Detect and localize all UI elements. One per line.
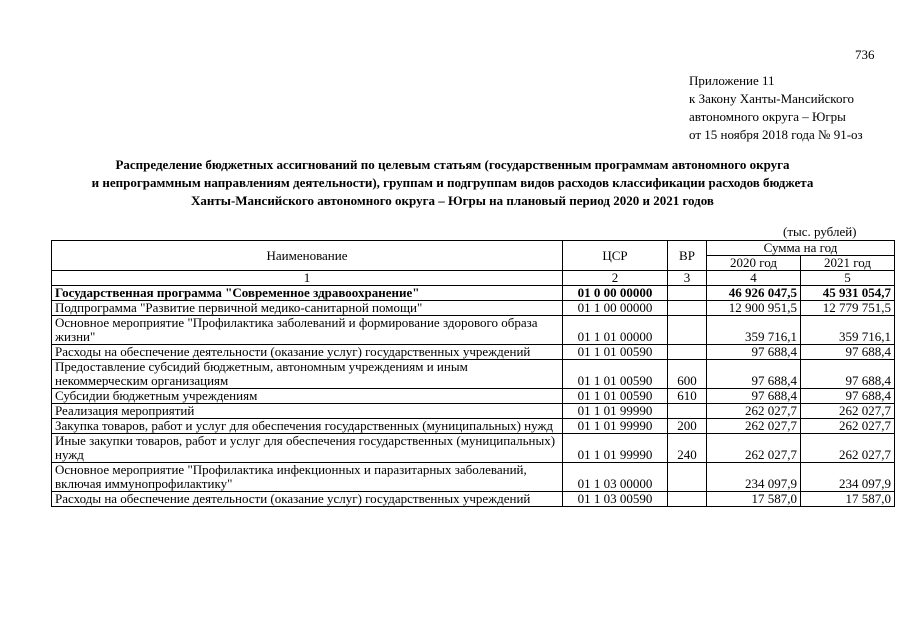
appendix-line: к Закону Ханты-Мансийского	[689, 91, 854, 106]
header-year-2021: 2021 год	[801, 256, 895, 271]
table-row	[52, 286, 895, 301]
table-row	[52, 389, 895, 404]
cell-2020: 262 027,7	[707, 419, 801, 434]
title-line: и непрограммным направлениям деятельности), группам и подгруппам видов расходов классификации расходов бюджета	[91, 175, 814, 190]
cell-2020: 262 027,7	[707, 434, 801, 463]
cell-vr	[668, 463, 707, 492]
cell-2021: 97 688,4	[801, 345, 895, 360]
cell-name: Основное мероприятие "Профилактика инфекционных и паразитарных заболеваний, включая иммунопрофилактику"	[52, 463, 563, 492]
col-number: 4	[707, 271, 801, 286]
cell-2021: 17 587,0	[801, 492, 895, 507]
cell-name: Государственная программа "Современное здравоохранение"	[52, 286, 563, 301]
table-body	[52, 286, 895, 507]
table-row	[52, 301, 895, 316]
cell-vr	[668, 286, 707, 301]
col-number: 5	[801, 271, 895, 286]
table-header	[52, 241, 895, 286]
units-label: (тыс. рублей)	[783, 224, 857, 239]
cell-csr: 01 1 01 00000	[563, 316, 668, 345]
table-row	[52, 419, 895, 434]
header-csr: ЦСР	[563, 241, 668, 271]
cell-csr: 01 1 03 00000	[563, 463, 668, 492]
cell-2020: 97 688,4	[707, 360, 801, 389]
document-title	[20, 156, 885, 210]
cell-name: Предоставление субсидий бюджетным, автономным учреждениям и иным некоммерческим организациям	[52, 360, 563, 389]
cell-csr: 01 1 01 99990	[563, 434, 668, 463]
budget-table	[51, 240, 895, 507]
table-row	[52, 463, 895, 492]
cell-csr: 01 1 01 00590	[563, 360, 668, 389]
cell-2020: 12 900 951,5	[707, 301, 801, 316]
col-number: 1	[52, 271, 563, 286]
cell-vr: 240	[668, 434, 707, 463]
cell-name: Основное мероприятие "Профилактика заболеваний и формирование здорового образа жизни"	[52, 316, 563, 345]
col-number: 3	[668, 271, 707, 286]
cell-vr	[668, 404, 707, 419]
cell-2020: 262 027,7	[707, 404, 801, 419]
cell-name: Реализация мероприятий	[52, 404, 563, 419]
cell-2021: 262 027,7	[801, 419, 895, 434]
title-line: Распределение бюджетных ассигнований по целевым статьям (государственным программам автономного округа	[115, 157, 790, 172]
cell-name: Иные закупки товаров, работ и услуг для обеспечения государственных (муниципальных) нужд	[52, 434, 563, 463]
cell-csr: 01 1 01 00590	[563, 345, 668, 360]
cell-2021: 262 027,7	[801, 404, 895, 419]
cell-2020: 46 926 047,5	[707, 286, 801, 301]
cell-2020: 17 587,0	[707, 492, 801, 507]
cell-2021: 234 097,9	[801, 463, 895, 492]
page-number: 736	[855, 47, 875, 62]
cell-name: Расходы на обеспечение деятельности (оказание услуг) государственных учреждений	[52, 345, 563, 360]
appendix-line: от 15 ноября 2018 года № 91-оз	[689, 127, 863, 142]
cell-name: Расходы на обеспечение деятельности (оказание услуг) государственных учреждений	[52, 492, 563, 507]
cell-vr: 610	[668, 389, 707, 404]
cell-vr	[668, 301, 707, 316]
cell-csr: 01 1 01 99990	[563, 419, 668, 434]
cell-name: Закупка товаров, работ и услуг для обеспечения государственных (муниципальных) нужд	[52, 419, 563, 434]
cell-csr: 01 1 01 99990	[563, 404, 668, 419]
header-name: Наименование	[52, 241, 563, 271]
cell-vr	[668, 316, 707, 345]
cell-vr: 200	[668, 419, 707, 434]
cell-2020: 359 716,1	[707, 316, 801, 345]
cell-name: Подпрограмма "Развитие первичной медико-санитарной помощи"	[52, 301, 563, 316]
header-vr: ВР	[668, 241, 707, 271]
cell-2021: 359 716,1	[801, 316, 895, 345]
header-year-2020: 2020 год	[707, 256, 801, 271]
cell-vr: 600	[668, 360, 707, 389]
cell-vr	[668, 492, 707, 507]
cell-2020: 97 688,4	[707, 345, 801, 360]
title-line: Ханты-Мансийского автономного округа – Югры на плановый период 2020 и 2021 годов	[191, 193, 714, 208]
header-sum: Сумма на год	[707, 241, 895, 256]
cell-vr	[668, 345, 707, 360]
cell-2020: 234 097,9	[707, 463, 801, 492]
cell-2020: 97 688,4	[707, 389, 801, 404]
appendix-note	[689, 72, 863, 144]
cell-2021: 97 688,4	[801, 360, 895, 389]
cell-2021: 45 931 054,7	[801, 286, 895, 301]
table-row	[52, 345, 895, 360]
table-row	[52, 316, 895, 345]
appendix-line: Приложение 11	[689, 73, 775, 88]
cell-2021: 262 027,7	[801, 434, 895, 463]
appendix-line: автономного округа – Югры	[689, 109, 846, 124]
cell-name: Субсидии бюджетным учреждениям	[52, 389, 563, 404]
cell-csr: 01 0 00 00000	[563, 286, 668, 301]
cell-csr: 01 1 00 00000	[563, 301, 668, 316]
table-row	[52, 492, 895, 507]
numbering-row	[52, 271, 895, 286]
cell-2021: 97 688,4	[801, 389, 895, 404]
cell-csr: 01 1 01 00590	[563, 389, 668, 404]
cell-2021: 12 779 751,5	[801, 301, 895, 316]
table-row	[52, 434, 895, 463]
cell-csr: 01 1 03 00590	[563, 492, 668, 507]
col-number: 2	[563, 271, 668, 286]
table-row	[52, 404, 895, 419]
table-row	[52, 360, 895, 389]
